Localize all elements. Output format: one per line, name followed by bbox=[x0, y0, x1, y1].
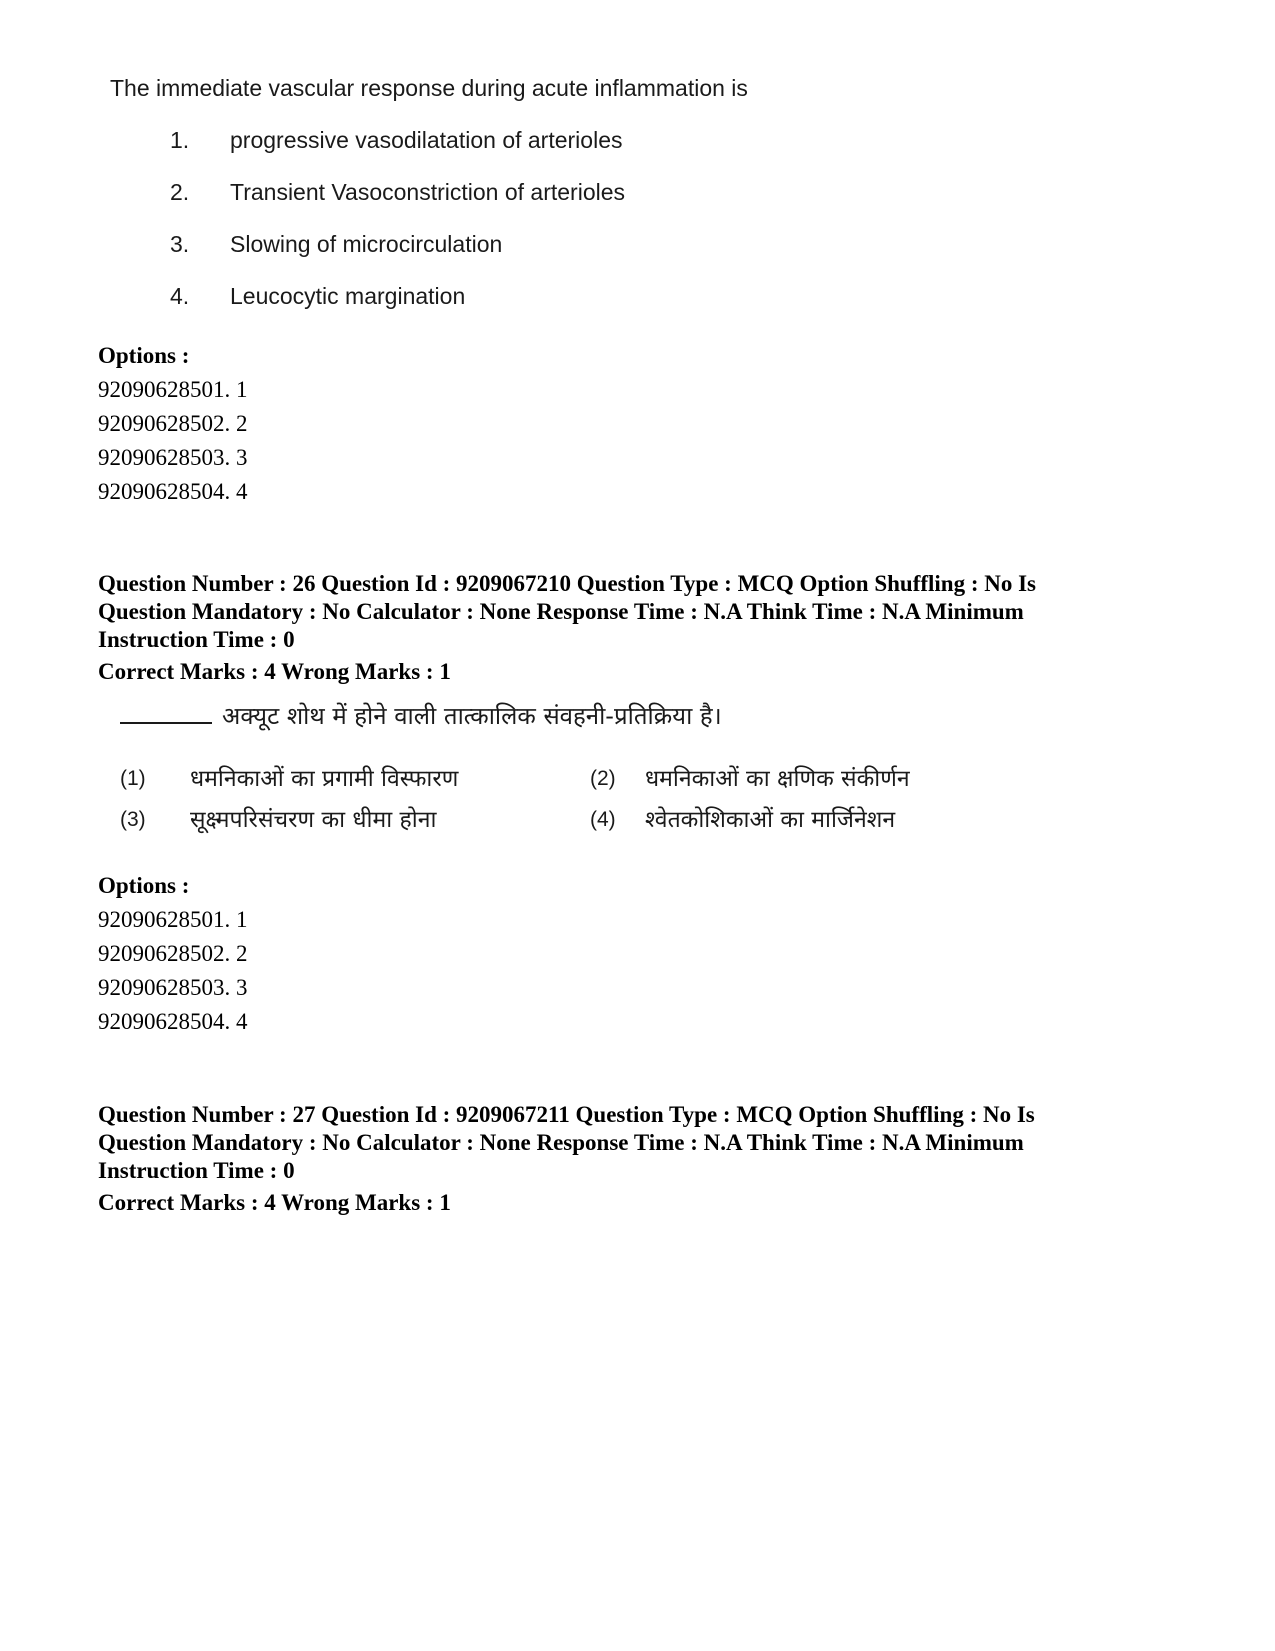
marks-line: Correct Marks : 4 Wrong Marks : 1 bbox=[98, 659, 451, 684]
answer-choice-list bbox=[110, 126, 910, 310]
choice-number: (1) bbox=[120, 767, 146, 790]
answer-choice bbox=[110, 178, 910, 206]
question-meta bbox=[98, 570, 1178, 686]
choice-text: progressive vasodilatation of arterioles bbox=[230, 127, 623, 153]
option-item: 92090628502. 2 bbox=[98, 941, 248, 966]
option-item: 92090628501. 1 bbox=[98, 377, 248, 402]
meta-line: Instruction Time : 0 bbox=[98, 627, 295, 652]
answer-choice bbox=[110, 230, 910, 258]
choice-number: (3) bbox=[120, 808, 146, 831]
choice-number: (4) bbox=[590, 808, 616, 831]
options-block bbox=[98, 869, 498, 1039]
options-heading: Options : bbox=[98, 873, 190, 898]
option-item: 92090628504. 4 bbox=[98, 1009, 248, 1034]
meta-line: Question Number : 27 Question Id : 9209067211 Question Type : MCQ Option Shuffling : No Is bbox=[98, 1102, 1035, 1127]
choice-text: Transient Vasoconstriction of arterioles bbox=[230, 179, 626, 205]
choice-number: (2) bbox=[590, 767, 616, 790]
meta-line: Question Number : 26 Question Id : 9209067210 Question Type : MCQ Option Shuffling : No Is bbox=[98, 571, 1037, 596]
option-item: 92090628504. 4 bbox=[98, 479, 248, 504]
question-image-english bbox=[110, 74, 910, 310]
marks-line: Correct Marks : 4 Wrong Marks : 1 bbox=[98, 1190, 451, 1215]
choice-text: धमनिकाओं का प्रगामी विस्फारण bbox=[190, 766, 459, 792]
options-heading: Options : bbox=[98, 343, 190, 368]
choice-text: Slowing of microcirculation bbox=[230, 231, 503, 257]
meta-line: Question Mandatory : No Calculator : None Response Time : N.A Think Time : N.A Minimum bbox=[98, 1130, 1024, 1155]
choice-number: 3. bbox=[170, 231, 190, 257]
choice-text: Leucocytic margination bbox=[230, 283, 466, 309]
answer-choice bbox=[110, 282, 910, 310]
choice-number: 2. bbox=[170, 179, 190, 205]
answer-choice bbox=[110, 126, 910, 154]
option-item: 92090628501. 1 bbox=[98, 907, 248, 932]
meta-line: Instruction Time : 0 bbox=[98, 1158, 295, 1183]
option-item: 92090628502. 2 bbox=[98, 411, 248, 436]
meta-line: Question Mandatory : No Calculator : None Response Time : N.A Think Time : N.A Minimum bbox=[98, 599, 1024, 624]
choice-text: धमनिकाओं का क्षणिक संकीर्णन bbox=[645, 766, 910, 792]
question-meta bbox=[98, 1101, 1178, 1217]
question-stem-line bbox=[120, 700, 722, 732]
choice-text: श्वेतकोशिकाओं का मार्जिनेशन bbox=[645, 807, 896, 833]
question-stem: अक्यूट शोथ में होने वाली तात्कालिक संवहनी-प्रतिक्रिया है। bbox=[222, 702, 722, 730]
question-stem: The immediate vascular response during acute inflammation is bbox=[110, 75, 748, 101]
choice-number: 4. bbox=[170, 283, 190, 309]
options-block bbox=[98, 339, 498, 509]
choice-number: 1. bbox=[170, 127, 190, 153]
option-item: 92090628503. 3 bbox=[98, 975, 248, 1000]
option-item: 92090628503. 3 bbox=[98, 445, 248, 470]
choice-text: सूक्ष्मपरिसंचरण का धीमा होना bbox=[190, 807, 437, 833]
fill-blank bbox=[120, 700, 212, 724]
